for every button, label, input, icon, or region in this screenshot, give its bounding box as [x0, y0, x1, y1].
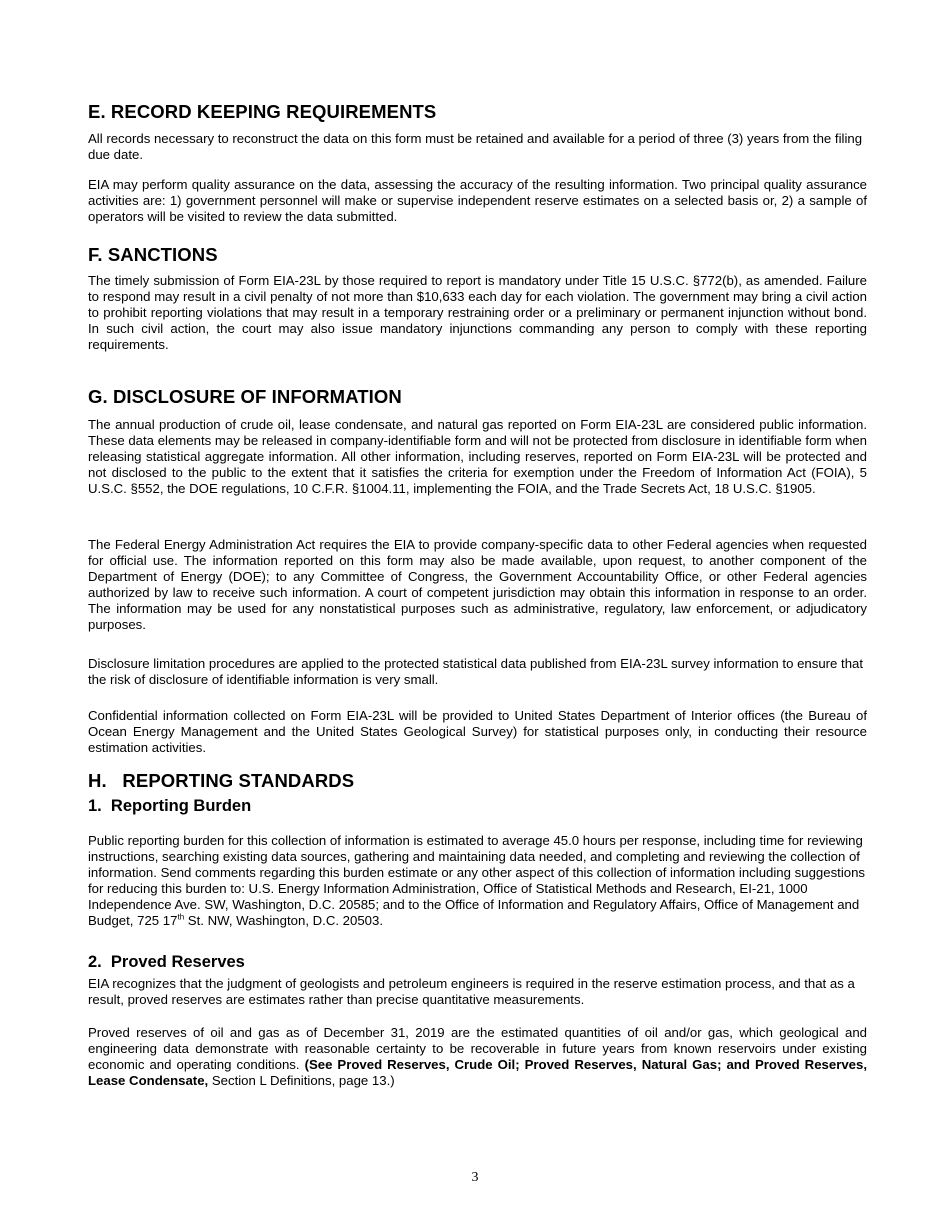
section-e-paragraph-1: All records necessary to reconstruct the data on this form must be retained and available for a period of three (3) years from the filing due date.	[88, 131, 863, 162]
reporting-burden-paragraph	[88, 833, 867, 929]
proved-reserves-text-2: Section L Definitions, page 13.)	[208, 1073, 395, 1088]
proved-reserves-text-1: Proved reserves of oil and gas as of December 31, 2019 are the estimated quantities of oil and/or gas, which geological and engineering data demonstrate with reasonable certainty to be recoverable in future years from known reservoirs under existing economic and operating conditions.	[88, 1025, 867, 1072]
reporting-burden-text-1: Public reporting burden for this collection of information is estimated to average 45.0 hours per response, including time for reviewing instructions, searching existing data sources, gathering and maintaining data needed, and completing and reviewing the collection of information. Send comments regarding this burden estimate or any other aspect of this collection of information including suggestions for reducing this burden to: U.S. Energy Information Administration, Office of Statistical Methods and Research, EI-21, 1000 Independence Ave. SW, Washington, D.C. 20585; and to the Office of Information and Regulatory Affairs, Office of Management and Budget, 725 17	[88, 833, 866, 928]
section-e-heading: E. RECORD KEEPING REQUIREMENTS	[88, 101, 437, 122]
section-g-paragraph-3: Disclosure limitation procedures are applied to the protected statistical data published from EIA-23L survey information to ensure that the risk of disclosure of identifiable information is very small.	[88, 656, 864, 687]
reporting-burden-heading: 1. Reporting Burden	[88, 797, 252, 815]
section-g-paragraph-2: The Federal Energy Administration Act requires the EIA to provide company-specific data to other Federal agencies when requested for official use. The information reported on this form may also be made available, upon request, to another component of the Department of Energy (DOE); to any Committee of Congress, the Government Accountability Office, or other Federal agencies authorized by law to receive such information. A court of competent jurisdiction may obtain this information in response to an order. The information may be used for any nonstatistical purposes such as administrative, regulatory, law enforcement, or adjudicatory purposes.	[88, 537, 867, 632]
ordinal-superscript: th	[177, 912, 185, 922]
section-g-heading: G. DISCLOSURE OF INFORMATION	[88, 386, 402, 407]
proved-reserves-bold-reference: (See Proved Reserves, Crude Oil; Proved Reserves, Natural Gas; and Proved Reserves, Lease Condensate,	[88, 1057, 867, 1088]
section-f-heading: F. SANCTIONS	[88, 244, 218, 265]
section-f-paragraph-1: The timely submission of Form EIA-23L by those required to report is mandatory under Title 15 U.S.C. §772(b), as amended. Failure to respond may result in a civil penalty of not more than $10,633 each day for each violation. The government may bring a civil action to prohibit reporting violations that may result in a temporary restraining order or a preliminary or permanent injunction without bond. In such civil action, the court may also issue mandatory injunctions commanding any person to comply with these reporting requirements.	[88, 273, 867, 352]
proved-reserves-paragraph-1: EIA recognizes that the judgment of geologists and petroleum engineers is required in the reserve estimation process, and that as a result, proved reserves are estimates rather than precise quantitative measurements.	[88, 976, 855, 1007]
section-g-paragraph-1: The annual production of crude oil, lease condensate, and natural gas reported on Form EIA-23L are considered public information. These data elements may be released in company-identifiable form and will not be protected from disclosure in identifiable form when releasing statistical aggregate information. All other information, including reserves, reported on Form EIA-23L will be protected and not disclosed to the public to the extent that it satisfies the criteria for exemption under the Freedom of Information Act (FOIA), 5 U.S.C. §552, the DOE regulations, 10 C.F.R. §1004.11, implementing the FOIA, and the Trade Secrets Act, 18 U.S.C. §1905.	[88, 417, 867, 496]
proved-reserves-heading: 2. Proved Reserves	[88, 953, 245, 971]
proved-reserves-paragraph-2	[88, 1025, 867, 1089]
page-number: 3	[471, 1170, 479, 1185]
reporting-burden-text-2: St. NW, Washington, D.C. 20503.	[184, 913, 384, 928]
section-h-heading: H. REPORTING STANDARDS	[88, 770, 355, 791]
section-g-paragraph-4: Confidential information collected on Form EIA-23L will be provided to United States Department of Interior offices (the Bureau of Ocean Energy Management and the United States Geological Survey) for statistical purposes only, in conducting their resource estimation activities.	[88, 708, 867, 755]
section-e-paragraph-2: EIA may perform quality assurance on the data, assessing the accuracy of the resulting information. Two principal quality assurance activities are: 1) government personnel will make or supervise independent reserve estimates on a selected basis or, 2) a sample of operators will be visited to review the data submitted.	[88, 177, 867, 224]
